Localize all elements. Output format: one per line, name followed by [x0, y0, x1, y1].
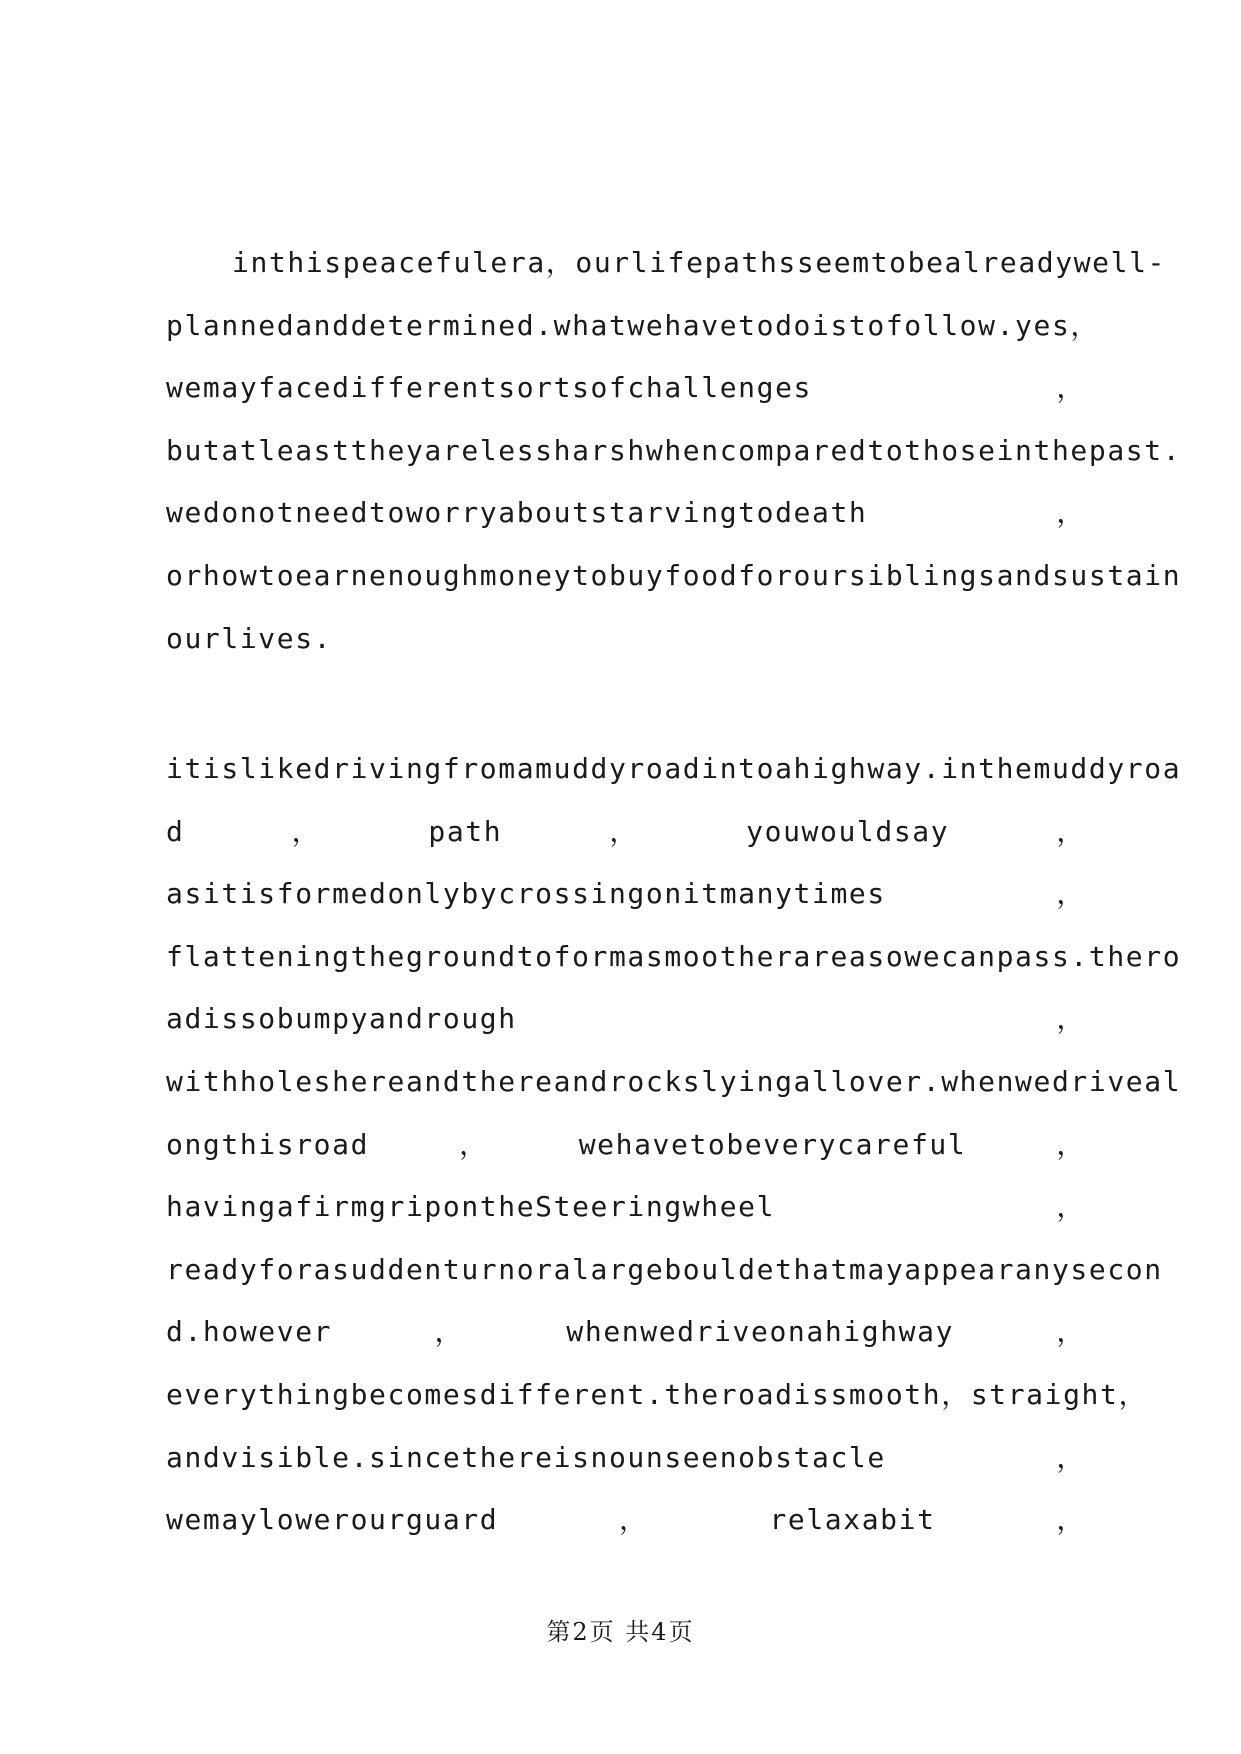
text-line	[166, 1301, 1086, 1364]
text-segment: ，	[434, 1315, 465, 1349]
text-segment: ，	[1056, 371, 1086, 405]
text-segment: d	[166, 814, 185, 848]
text-line	[166, 988, 1086, 1051]
text-segment: straight，	[970, 1377, 1149, 1411]
text-line	[166, 801, 1086, 864]
text-line: withholeshereandthereandrockslyingallover.whenwedriveal	[166, 1064, 1182, 1098]
text-line	[166, 1427, 1086, 1490]
text-segment: wedonotneedtoworryaboutstarvingtodeath	[166, 496, 868, 530]
text-segment: plannedanddetermined.whatwehavetodoistofollow.yes	[166, 308, 1071, 342]
text-line	[166, 295, 1101, 358]
text-line: inthispeacefulera，ourlifepathsseemtobealreadywell-	[232, 246, 1167, 279]
text-segment: ，	[1070, 308, 1101, 342]
text-segment: havingafirmgripontheSteeringwheel	[166, 1190, 776, 1224]
text-segment: youwouldsay	[746, 814, 950, 848]
text-line	[166, 1176, 1086, 1239]
text-segment: ，	[1056, 1503, 1086, 1537]
text-line: butatleasttheyarelessharshwhencomparedtothoseinthepast.	[166, 433, 1182, 467]
text-segment: ，	[459, 1127, 489, 1161]
text-line	[166, 482, 1086, 545]
text-segment: d.however	[166, 1315, 333, 1349]
text-segment: wemayfacedifferentsortsofchallenges	[166, 371, 813, 405]
text-segment: andvisible.sincethereisnounseenobstacle	[166, 1440, 886, 1474]
text-segment: ongthisroad	[166, 1127, 370, 1161]
text-line	[166, 357, 1086, 420]
text-segment: whenwedriveonahighway	[566, 1315, 955, 1349]
text-segment: asitisformedonlybycrossingonitmanytimes	[166, 877, 886, 911]
text-line: ourlives.	[166, 621, 333, 655]
text-segment: ，	[1056, 877, 1086, 911]
text-line	[166, 863, 1086, 926]
text-line: flatteningthegroundtoformasmootherareasowecanpass.thero	[166, 939, 1182, 973]
text-segment: adissobumpyandrough	[166, 1002, 517, 1036]
text-line: readyforasuddenturnoralargebouldethatmayappearanysecon	[166, 1252, 1163, 1286]
text-segment: ，	[1056, 1127, 1086, 1161]
text-line: itislikedrivingfromamuddyroadintoahighway.inthemuddyroa	[166, 752, 1182, 785]
text-segment: wehavetobeverycareful	[578, 1127, 967, 1161]
text-segment: wemaylowerourguard	[166, 1503, 499, 1537]
text-segment: ，	[291, 814, 322, 848]
text-line: orhowtoearnenoughmoneytobuyfoodforoursiblingsandsustain	[166, 558, 1182, 592]
text-segment: ，	[609, 814, 639, 848]
text-line	[166, 1364, 1149, 1427]
text-segment: ，	[619, 1503, 649, 1537]
text-segment: ，	[1056, 1002, 1086, 1036]
text-line	[166, 1114, 1086, 1177]
text-segment: path	[428, 814, 503, 848]
text-segment: ，	[1056, 1315, 1086, 1349]
text-segment: ，	[1056, 1440, 1086, 1474]
text-segment: ，	[1056, 496, 1086, 530]
page-number-footer: 第2页 共4页	[546, 1618, 695, 1646]
text-segment: ，	[1056, 814, 1086, 848]
text-segment: ，	[1056, 1190, 1086, 1224]
text-segment: relaxabit	[769, 1503, 936, 1537]
text-segment: everythingbecomesdifferent.theroadissmooth，	[166, 1377, 971, 1411]
paragraph-2	[166, 738, 1182, 1552]
text-line	[166, 1489, 1086, 1552]
paragraph-1	[166, 232, 1182, 670]
